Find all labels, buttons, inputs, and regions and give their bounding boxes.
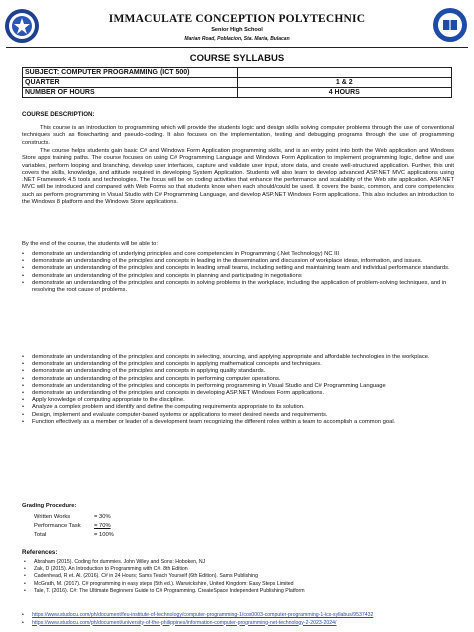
outcomes-list-1 <box>22 251 454 294</box>
school-name: IMMACULATE CONCEPTION POLYTECHNIC <box>108 13 366 25</box>
grading-weight: = 30% <box>94 514 111 520</box>
document-title: COURSE SYLLABUS <box>189 53 285 64</box>
bullet-icon: • <box>22 612 24 618</box>
grading-component: Total <box>34 532 47 538</box>
bullet-icon: • <box>22 390 25 397</box>
list-item: • demonstrate an understanding of the principles and concepts in planning and participating in negotiations <box>22 272 302 279</box>
bullet-icon: • <box>22 382 25 389</box>
bullet-icon: • <box>22 418 25 425</box>
list-item: • demonstrate an understanding of the principles and concepts in selecting, sourcing, and applying appropriate and affordable technologies in the workplace. <box>22 354 430 360</box>
table-row <box>23 88 452 98</box>
table-cell: QUARTER <box>23 78 238 88</box>
bullet-icon: • <box>24 559 26 565</box>
grading-component: Performance Task <box>34 523 81 529</box>
description-paragraph-1: This course is an introduction to programming which will provide the students logic and design skills solving computer problems through the use of conventional techniques such as flowcharting and pseudo-coding. It also focuses on the implementation, testing and debugging programs through the use of programming constructs. <box>22 125 454 146</box>
table-cell: NUMBER OF HOURS <box>23 88 238 98</box>
bullet-icon: • <box>22 619 24 626</box>
list-item: • Apply knowledge of computing appropriate to the discipline. <box>22 397 185 404</box>
bullet-icon: • <box>22 368 25 375</box>
bullet-icon: • <box>24 587 26 594</box>
course-description-heading: COURSE DESCRIPTION: <box>22 111 95 118</box>
list-item: • demonstrate an understanding of the principles and concepts in leading in the dissemination and discussion of workplace ideas, information, and issues. <box>22 258 423 265</box>
references-list <box>22 559 454 595</box>
school-address: Marian Road, Poblacion, Sta. Maria, Bulacan <box>184 36 290 42</box>
list-item: • Analyze a complex problem and identify and define the computing requirements appropriate to its solution. <box>22 404 305 411</box>
bullet-icon: • <box>22 251 25 257</box>
list-item: • demonstrate an understanding of the principles and concepts in applying quality standards. <box>22 368 266 375</box>
table-cell: 4 HOURS <box>237 88 451 98</box>
bullet-icon: • <box>22 279 25 286</box>
outcomes-intro: By the end of the course, the students will be able to: <box>22 241 158 247</box>
reference-link[interactable]: https://www.studocu.com/ph/document/feu-institute-of-technology/computer-programming-1/cos0003-computer-programming-1-ics-syllabus/9537432 <box>32 612 374 618</box>
table-row <box>23 78 452 88</box>
list-item: • Function effectively as a member or leader of a development team recognizing the different roles within a team to accomplish a common goal. <box>22 418 396 425</box>
grading-component: Written Works <box>34 514 71 520</box>
list-item: • Design, implement and evaluate computer-based systems or applications to meet desired needs and requirements. <box>22 411 328 418</box>
list-item <box>22 612 454 620</box>
table-cell: SUBJECT: COMPUTER PROGRAMMING (ICT 500) <box>23 68 238 78</box>
table-cell: 1 & 2 <box>237 78 451 88</box>
grading-heading: Grading Procedure: <box>22 503 77 509</box>
letterhead <box>0 3 474 51</box>
bullet-icon: • <box>24 580 26 587</box>
list-item: • demonstrate an understanding of the principles and concepts in developing ASP.NET Windows Form applications. <box>22 390 325 397</box>
bullet-icon: • <box>22 375 25 382</box>
list-item: • Zak, D (2015). An Introduction to Programming with C#. 8th Edition <box>24 566 188 573</box>
header-divider <box>6 47 468 48</box>
list-item: • demonstrate an understanding of the principles and concepts in applying mathematical concepts and techniques. <box>22 361 322 368</box>
list-item: • demonstrate an understanding of the principles and concepts in performing programming in Visual Studio and C# Programming Language <box>22 382 386 389</box>
grading-row <box>34 523 174 532</box>
description-paragraph-2: The course helps students gain basic C# and Windows Form Application programming skills, and is an entry point into both the Web application and Windows Store apps training paths. The course focuses on using C# Programming Language and Windows Form Application to implement programming logic, define and use variables, perform looping and branching, develop user interfaces, capture and validate user input, store data, and create well-structured application. Further, this unit covers the skills, knowledge, and attitude required in developing System Application. Students will also learn to develop advanced ASP.NET MVC applications using .NET Framework 4.5 tools and technologies. The focus will be on coding activities that enhance the performance and scalability of the Web site application. ASP.NET MVC will be introduced and compared with Web Forms so that students know when each should/could be used. It covers the basic, common, and core competencies such as perform programming in Visual Studio with C# Programming Language, and develop ASP.NET Windows Form applications. This also includes an introduction to the Windows 8 platform and the Windows Store applications. <box>22 148 454 206</box>
grading-weight: = 100% <box>94 532 114 538</box>
list-item <box>22 620 454 628</box>
reference-link[interactable]: https://www.studocu.com/ph/document/university-of-the-philippines/information-computer-programming-net-technology-2-2023-2024/ <box>32 619 337 626</box>
list-item: • demonstrate an understanding of the principles and concepts in performing computer operations. <box>22 375 281 382</box>
bullet-icon: • <box>22 354 25 360</box>
table-row <box>23 68 452 78</box>
bullet-icon: • <box>22 258 25 265</box>
school-department: Senior High School <box>211 27 263 33</box>
list-item: • demonstrate an understanding of the principles and concepts in leading small teams, including setting and maintaining team and individual performance standards. <box>22 265 450 272</box>
reference-links <box>22 612 454 627</box>
list-item: • Tale, T. (2016). C#: The Ultimate Beginners Guide to C# Programming. CreateSpace Independent Publishing Platform <box>24 587 305 594</box>
list-item: • McGrath, M. (2017). C# programming in easy steps (5th ed.). Warwickshire, United Kingdom: Easy Steps Limited <box>24 580 294 587</box>
list-item: • Abraham (2015). Coding for dummies. John Wiley and Sons: Hoboken, NJ <box>24 559 206 565</box>
bullet-icon: • <box>22 404 25 411</box>
grading-row <box>34 532 174 541</box>
bullet-icon: • <box>24 573 26 580</box>
references-heading: References: <box>22 549 58 556</box>
bullet-icon: • <box>22 397 25 404</box>
bullet-icon: • <box>22 361 25 368</box>
list-item: • demonstrate an understanding of underlying principles and core competencies in Programming (.Net Technology) NC III <box>22 251 339 257</box>
bullet-icon: • <box>22 265 25 272</box>
bullet-icon: • <box>22 272 25 279</box>
outcomes-list-2 <box>22 354 454 426</box>
list-item: • Cadenhead, R et. Al. (2016). C# in 24 Hours; Sams Teach Yourself (6th Edition). Sams Publishing <box>24 573 258 580</box>
bullet-icon: • <box>24 566 26 573</box>
grading-weight: = 70% <box>94 523 111 529</box>
table-cell <box>237 68 451 78</box>
bullet-icon: • <box>22 411 25 418</box>
list-item: • demonstrate an understanding of the principles and concepts in solving problems in the workplace, including the application of problem-solving techniques, and in resolving the root cause of problems. <box>22 279 447 294</box>
grading-row <box>34 514 174 523</box>
course-info-table <box>22 67 452 98</box>
